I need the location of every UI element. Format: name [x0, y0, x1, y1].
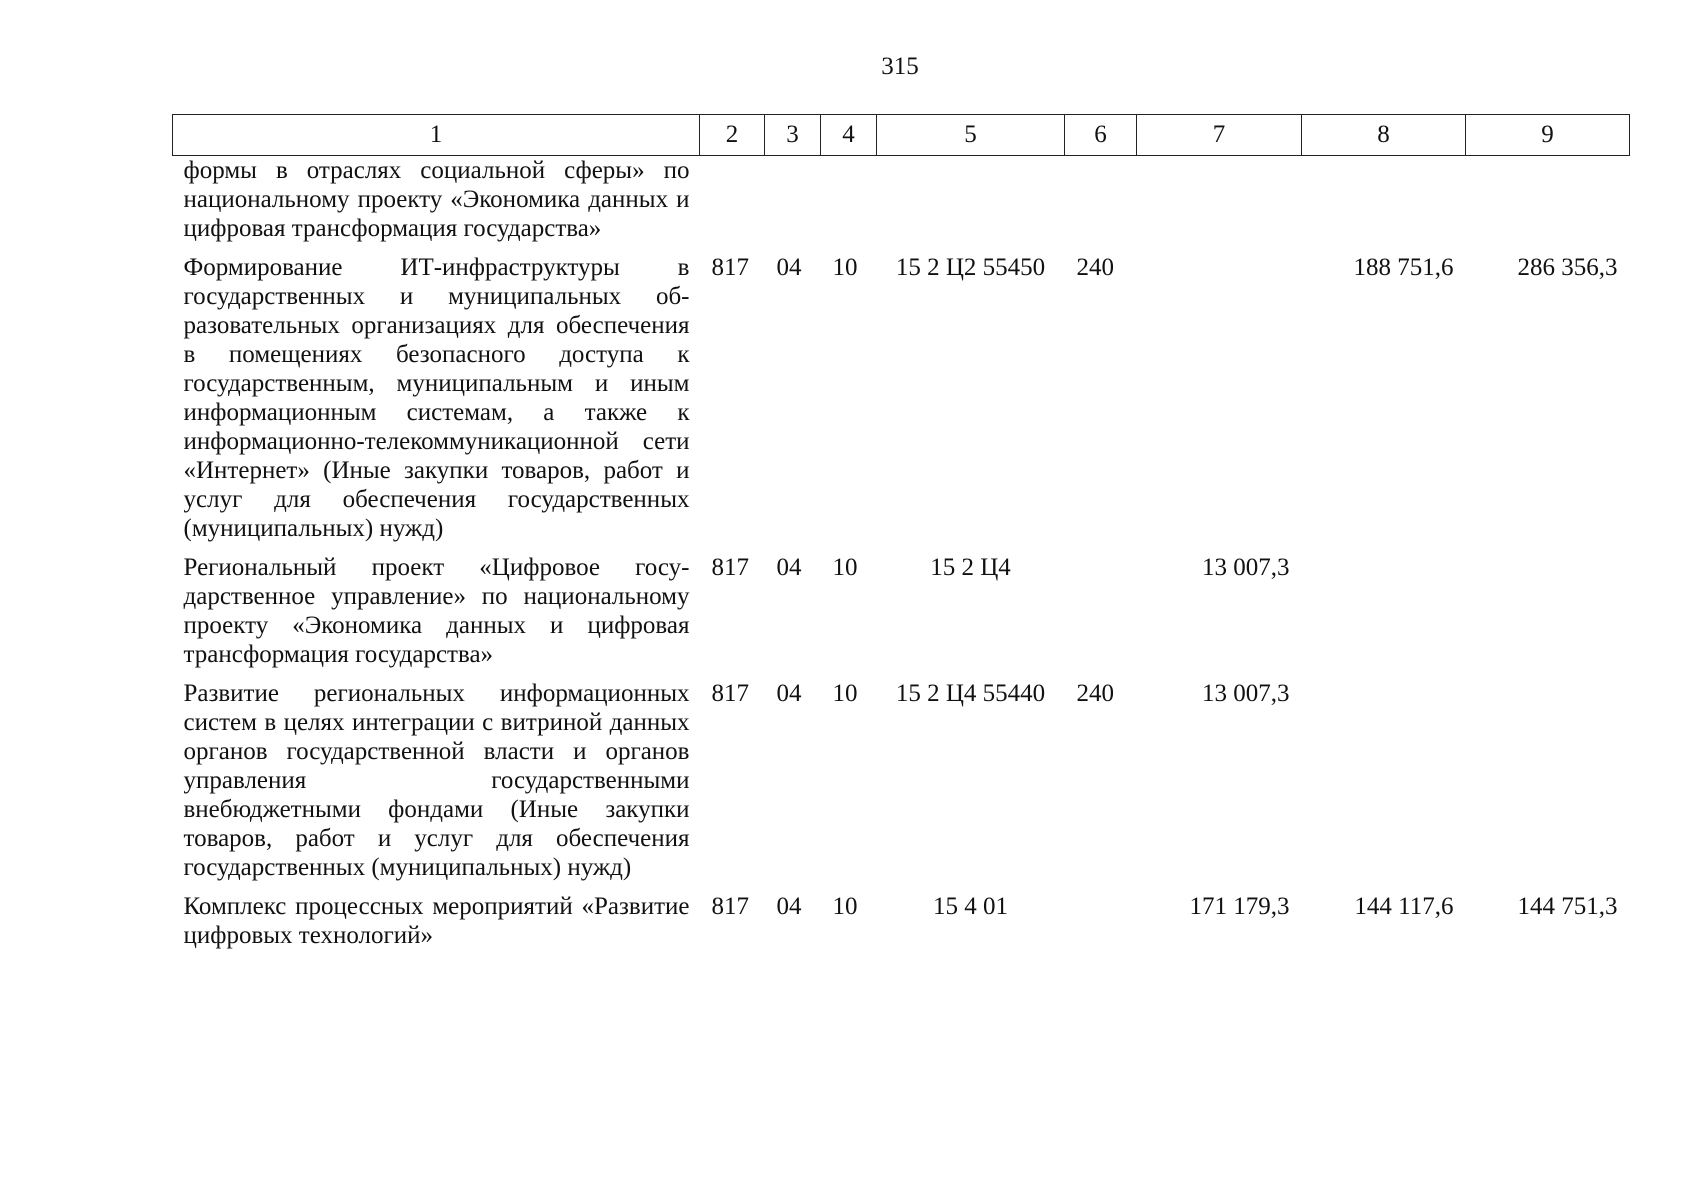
row-expense-type: 240: [1076, 254, 1114, 281]
row-subsection: 10: [832, 254, 858, 281]
row-amount-col9: [1466, 156, 1630, 254]
header-row: [173, 115, 1630, 156]
row-target-article: 15 2 Ц4 55440: [895, 680, 1046, 707]
table-body: [173, 156, 1630, 961]
row-amount-col8: 188 751,6: [1353, 254, 1454, 281]
row-target-article: [877, 156, 1065, 254]
row-expense-type: [1065, 553, 1137, 679]
row-name: Формирование ИТ-инфраструктуры в государственных и муниципальных образовательных организациях для обеспечения в помещениях безопасного доступа к государственным, муниципальным и иным информационным системам, а также к информационно-телекоммуникационной сети «Интернет» (Иные закупки товаров, работ и услуг для обеспечения государственных (муниципальных) нужд): [183, 254, 690, 542]
row-grbs: 817: [711, 893, 749, 920]
row-amount-col7: 13 007,3: [1202, 680, 1290, 707]
row-subsection: 10: [832, 893, 858, 920]
column-header-6: 6: [1065, 115, 1137, 156]
row-name: Комплекс процессных мероприятий «Развитие цифровых технологий»: [183, 893, 690, 949]
row-target-article: 15 4 01: [933, 893, 1008, 920]
column-header-9: 9: [1466, 115, 1630, 156]
table-row: [173, 679, 1630, 892]
row-subsection: [821, 156, 877, 254]
table-row: [173, 892, 1630, 960]
row-amount-col9: [1466, 553, 1630, 679]
row-amount-col7: 13 007,3: [1202, 554, 1290, 581]
row-expense-type: 240: [1076, 680, 1114, 707]
row-grbs: 817: [711, 254, 749, 281]
table-row: [173, 553, 1630, 679]
row-name: Развитие региональных информационных систем в целях интеграции с витриной данных органов государственной власти и органов управления государственными внебюджетными фондами (Иные закупки товаров, работ и услуг для обеспечения государственных (муниципальных) нужд): [183, 680, 690, 881]
row-amount-col7: [1137, 253, 1302, 553]
row-name: Региональный проект «Цифровое государственное управление» по национальному проекту «Экономика данных и цифровая трансформация государства»: [183, 554, 690, 668]
row-target-article: 15 2 Ц2 55450: [895, 254, 1046, 281]
row-amount-col7: [1137, 156, 1302, 254]
row-subsection: 10: [832, 680, 858, 707]
row-amount-col9: 144 751,3: [1517, 893, 1618, 920]
column-header-7: 7: [1137, 115, 1302, 156]
row-section: 04: [776, 254, 802, 281]
row-expense-type: [1065, 892, 1137, 960]
row-section: 04: [776, 680, 802, 707]
column-header-2: 2: [700, 115, 765, 156]
table-row: [173, 156, 1630, 254]
row-section: 04: [776, 893, 802, 920]
column-header-8: 8: [1302, 115, 1466, 156]
page-number: 315: [881, 53, 919, 80]
column-header-5: 5: [877, 115, 1065, 156]
row-amount-col8: 144 117,6: [1354, 893, 1454, 920]
row-expense-type: [1065, 156, 1137, 254]
row-amount-col7: 171 179,3: [1189, 893, 1290, 920]
row-amount-col9: 286 356,3: [1517, 254, 1618, 281]
row-amount-col8: [1302, 553, 1466, 679]
row-subsection: 10: [832, 554, 858, 581]
row-name: формы в отраслях социальной сферы» по национальному проекту «Экономика данных и цифровая трансформация государства»: [183, 157, 690, 242]
row-target-article: 15 2 Ц4: [930, 554, 1011, 581]
row-section: 04: [776, 554, 802, 581]
row-amount-col9: [1466, 679, 1630, 892]
row-section: [765, 156, 821, 254]
budget-table: [172, 114, 1630, 960]
column-header-1: 1: [173, 115, 700, 156]
table-row: [173, 253, 1630, 553]
row-amount-col8: [1302, 156, 1466, 254]
table-header: [173, 115, 1630, 156]
row-grbs: [700, 156, 765, 254]
column-header-4: 4: [821, 115, 877, 156]
row-grbs: 817: [711, 554, 749, 581]
row-grbs: 817: [711, 680, 749, 707]
row-amount-col8: [1302, 679, 1466, 892]
column-header-3: 3: [765, 115, 821, 156]
